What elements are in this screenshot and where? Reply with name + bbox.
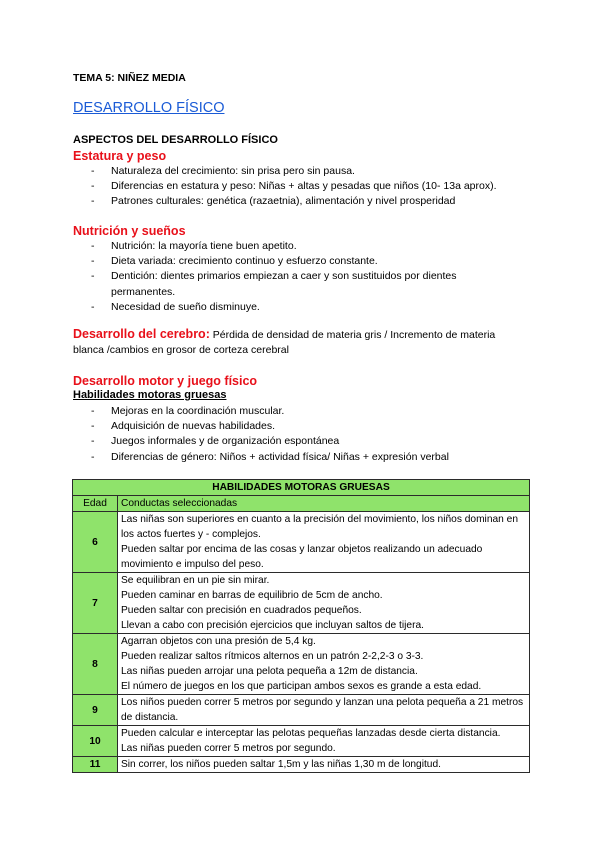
- conduct-line: Pueden saltar con precisión en cuadrados pequeños.: [121, 605, 362, 616]
- brain-heading: Desarrollo del cerebro:: [73, 327, 210, 341]
- stature-heading: Estatura y peso: [73, 149, 167, 163]
- stature-list: [91, 164, 551, 210]
- conduct-line: Pueden calcular e interceptar las pelotas pequeñas lanzadas desde cierta distancia.: [121, 728, 501, 739]
- brain-text: Pérdida de densidad de materia gris / Incremento de materia blanca /cambios en grosor de corteza cerebral: [73, 329, 496, 356]
- list-item: - Necesidad de sueño disminuye.: [91, 300, 491, 315]
- conduct-cell: [118, 695, 530, 726]
- conduct-line: Los niños pueden correr 5 metros por segundo y lanzan una pelota pequeña a 21 metros de distancia.: [121, 697, 524, 723]
- list-item: - Patrones culturales: genética (razaetnia), alimentación y nivel prosperidad: [91, 194, 551, 209]
- conduct-line: Pueden caminar en barras de equilibrio de 5cm de ancho.: [121, 590, 383, 601]
- conduct-cell: [118, 512, 530, 573]
- table-row: [73, 512, 530, 573]
- table-body: [73, 512, 530, 773]
- table-row: [73, 634, 530, 695]
- motor-heading: Desarrollo motor y juego físico: [73, 374, 258, 388]
- list-item: - Adquisición de nuevas habilidades.: [91, 419, 551, 434]
- age-cell: 8: [73, 634, 118, 695]
- age-cell: 11: [73, 757, 118, 773]
- conduct-line: Agarran objetos con una presión de 5,4 kg.: [121, 636, 316, 647]
- table-title: HABILIDADES MOTORAS GRUESAS: [73, 480, 530, 496]
- nutrition-heading: Nutrición y sueños: [73, 224, 186, 238]
- list-item: - Juegos informales y de organización espontánea: [91, 434, 551, 449]
- age-cell: 7: [73, 573, 118, 634]
- conduct-line: Llevan a cabo con precisión ejercicios que incluyan saltos de tijera.: [121, 620, 424, 631]
- conduct-cell: [118, 726, 530, 757]
- conduct-line: Pueden saltar por encima de las cosas y lanzar objetos realizando un adecuado movimiento e impulso del peso.: [121, 544, 483, 570]
- table-header-age: Edad: [73, 496, 118, 512]
- list-item: - Mejoras en la coordinación muscular.: [91, 404, 551, 419]
- list-item: - Dentición: dientes primarios empiezan a caer y son sustituidos por dientes permanentes.: [91, 269, 491, 299]
- table-row: [73, 726, 530, 757]
- conduct-line: Las niñas pueden correr 5 metros por segundo.: [121, 743, 336, 754]
- table-row: [73, 573, 530, 634]
- table-header-conduct: Conductas seleccionadas: [118, 496, 530, 512]
- list-item: - Naturaleza del crecimiento: sin prisa pero sin pausa.: [91, 164, 551, 179]
- conduct-cell: [118, 573, 530, 634]
- motor-subheading: Habilidades motoras gruesas: [73, 389, 227, 401]
- conduct-line: Se equilibran en un pie sin mirar.: [121, 575, 270, 586]
- nutrition-list: [91, 239, 491, 315]
- conduct-line: Las niñas pueden arrojar una pelota pequeña a 12m de distancia.: [121, 666, 418, 677]
- conduct-line: Las niñas son superiores en cuanto a la precisión del movimiento, los niños dominan en los actos fuertes y - complejos.: [121, 514, 518, 540]
- page-title: DESARROLLO FÍSICO: [73, 100, 225, 116]
- list-item: - Diferencias de género: Niños + actividad física/ Niñas + expresión verbal: [91, 450, 551, 465]
- list-item: - Nutrición: la mayoría tiene buen apetito.: [91, 239, 491, 254]
- section-subtitle: ASPECTOS DEL DESARROLLO FÍSICO: [73, 134, 278, 146]
- age-cell: 10: [73, 726, 118, 757]
- conduct-cell: [118, 634, 530, 695]
- list-item: - Diferencias en estatura y peso: Niñas + altas y pesadas que niños (10- 13a aprox).: [91, 179, 551, 194]
- brain-paragraph: [73, 327, 523, 358]
- gross-motor-table: [72, 479, 530, 773]
- table-row: [73, 757, 530, 773]
- age-cell: 9: [73, 695, 118, 726]
- conduct-line: Sin correr, los niños pueden saltar 1,5m y las niñas 1,30 m de longitud.: [121, 759, 441, 770]
- conduct-line: Pueden realizar saltos rítmicos alternos en un patrón 2-2,2-3 o 3-3.: [121, 651, 424, 662]
- list-item: - Dieta variada: crecimiento continuo y esfuerzo constante.: [91, 254, 491, 269]
- table-row: [73, 695, 530, 726]
- motor-list: [91, 404, 551, 465]
- conduct-line: El número de juegos en los que participan ambos sexos es grande a esta edad.: [121, 681, 482, 692]
- age-cell: 6: [73, 512, 118, 573]
- conduct-cell: [118, 757, 530, 773]
- topic-label: TEMA 5: NIÑEZ MEDIA: [73, 72, 186, 84]
- table-header-row: [73, 496, 530, 512]
